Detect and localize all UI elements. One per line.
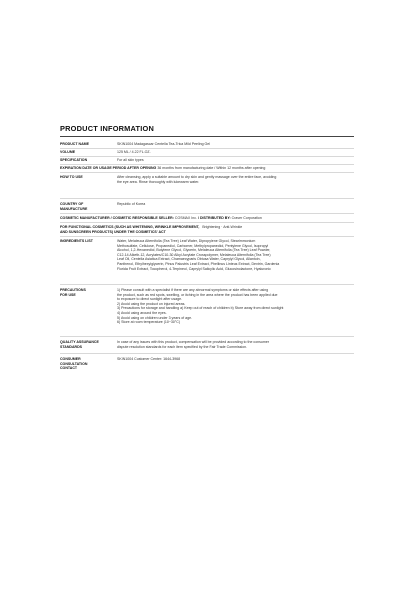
divider (60, 198, 354, 199)
precautions-label (60, 288, 115, 297)
page-title: PRODUCT INFORMATION (60, 124, 154, 133)
divider (60, 222, 354, 223)
specification-value: For all skin types (117, 158, 144, 162)
ingredients-line: Panthenol, Ethylhexylglycerin, Pinus Palustris Leaf Extract, Phellinus Linteus Extract, Dextrin, Gardenia (117, 261, 280, 266)
precautions-line: to exposure to direct sunlight after usage. (117, 297, 183, 302)
country-label-line: MANUFACTURE (60, 206, 88, 211)
precautions-line: 1) Please consult with a specialist if there are any abnormal symptoms or side effects after using (117, 288, 269, 292)
product-name-row (60, 142, 354, 147)
precautions-label-line: PRECAUTIONS (60, 288, 86, 292)
volume-label: VOLUME (60, 150, 76, 154)
functional-row (60, 225, 354, 234)
quality-label-line: QUALITY ASSURANCE (60, 340, 99, 344)
volume-row (60, 150, 354, 155)
ingredients-line: Water, Melaleuca Alternifolia (Tea Tree) Leaf Water, Dipropylene Glycol, Stearlmmonium (117, 239, 256, 243)
ingredients-line: C12-14 Alketh-12, Acrylates/C10-30 Alkyl Acrylate Crosspolymer, Melaleuca Alternifolia (Tea Tree) (117, 252, 271, 257)
country-label-line: COUNTRY OF (60, 202, 84, 206)
consumer-label-line: CONSUMER (60, 357, 81, 361)
quality-line: dispute resolution standards for each item specified by the Fair Trade Commission. (117, 344, 248, 349)
divider (60, 284, 354, 285)
consumer-label-line: CONTACT (60, 366, 78, 371)
ingredients-value (117, 239, 354, 271)
product-name-label: PRODUCT NAME (60, 142, 89, 146)
precautions-line: 4) Avoid using around the eyes. (117, 310, 167, 315)
manufacturer-row (60, 216, 354, 221)
divider (60, 156, 354, 157)
ingredients-line: Methosulfate, Cellulose, Propanediol, Carbomer, Methylpropanediol, Pentylene Glycol, Isopropyl (117, 243, 269, 248)
specification-label: SPECIFICATION (60, 158, 88, 162)
ingredients-line: Leaf Oil, Centella Asiatica Extract, Chamaecyparis Obtusa Water, Caprylyl Glycol, Allantoin, (117, 257, 261, 262)
distributor-value: Craver Corporation (231, 216, 262, 220)
divider (60, 353, 354, 354)
manufacturer-label: COSMETIC MANUFACTURER / COSMETIC RESPONSIBLE SELLER: (60, 216, 174, 220)
expiration-value: 36 months from manufacturing date / Within 12 months after opening (157, 166, 266, 170)
ingredients-label: INGREDIENTS LIST (60, 239, 93, 243)
functional-value: Brightening · Anti-Wrinkle (202, 225, 243, 229)
product-name-value: SKIN1004 Madagascar Centella Tea-Trica Mild Peeling Gel (117, 142, 211, 146)
quality-label (60, 340, 115, 349)
specification-row (60, 158, 354, 163)
ingredients-row (60, 239, 354, 271)
divider (60, 172, 354, 173)
how-to-use-value (117, 175, 354, 184)
ingredients-line: Alcohol, 1,2-Hexanediol, Butylene Glycol, Glycerin, Melaleuca Alternifolia (Tea Tree) Leaf Powder, (117, 248, 271, 253)
country-row (60, 202, 354, 211)
ingredients-line: Florida Fruit Extract, Tocopherol, 4-Terpineol, Caprylyl Salicylic Acid, Glucosinolactone, Hyaluronic (117, 266, 271, 271)
consumer-row (60, 357, 354, 371)
expiration-row (60, 166, 354, 171)
title-divider (60, 136, 354, 137)
how-to-use-line: the eye area. Rinse thoroughly with lukewarm water. (117, 179, 200, 184)
country-value: Republic of Korea (117, 202, 146, 206)
manufacturer-value: COSMAX Inc. (174, 216, 197, 220)
quality-value (117, 340, 354, 349)
expiration-label: EXPIRATION DATE OR USAGE PERIOD AFTER OPENING (60, 166, 157, 170)
precautions-line: 5) Avoid using on children under 3 years of age. (117, 315, 193, 320)
consumer-label (60, 357, 115, 371)
precautions-row (60, 288, 354, 325)
quality-label-line: STANDARDS (60, 344, 83, 349)
how-to-use-line: After cleansing, apply a suitable amount to dry skin and gently massage over the entire face, avoiding (117, 175, 277, 179)
country-label (60, 202, 115, 211)
volume-value: 125 ML / 4.22 FL.OZ. (117, 150, 151, 154)
consumer-value: SKIN1004 Customer Center: 1644-3968 (117, 357, 181, 361)
precautions-line: the product, such as red spots, swelling, or itching in the area where the product has been applied due (117, 292, 278, 297)
quality-row (60, 340, 354, 349)
consumer-label-line: CONSULTATION (60, 361, 88, 366)
quality-line: In case of any issues with this product, compensation will be provided according to the consumer (117, 340, 270, 344)
divider (60, 164, 354, 165)
distributor-label: / DISTRIBUTED BY: (197, 216, 231, 220)
precautions-value (117, 288, 354, 325)
functional-label-line: FOR FUNCTIONAL COSMETICS (SUCH AS WHITENING, WRINKLE IMPROVEMENT, (60, 225, 200, 229)
divider (60, 213, 354, 214)
precautions-label-line: FOR USE (60, 292, 76, 297)
how-to-use-label: HOW TO USE (60, 175, 83, 179)
precautions-line: 6) Store at room temperature (10~30°C) (117, 320, 181, 325)
precautions-line: 2) Avoid using the product on injured areas. (117, 301, 186, 306)
functional-label-line: AND SUNSCREEN PRODUCTS) UNDER THE COSMETICS' ACT (60, 229, 166, 234)
divider (60, 336, 354, 337)
divider (60, 148, 354, 149)
how-to-use-row (60, 175, 354, 184)
divider (60, 236, 354, 237)
precautions-line: 3) Precautions for storage and handling a) Keep out of reach of children b) Store away from direct sunlight (117, 306, 284, 311)
